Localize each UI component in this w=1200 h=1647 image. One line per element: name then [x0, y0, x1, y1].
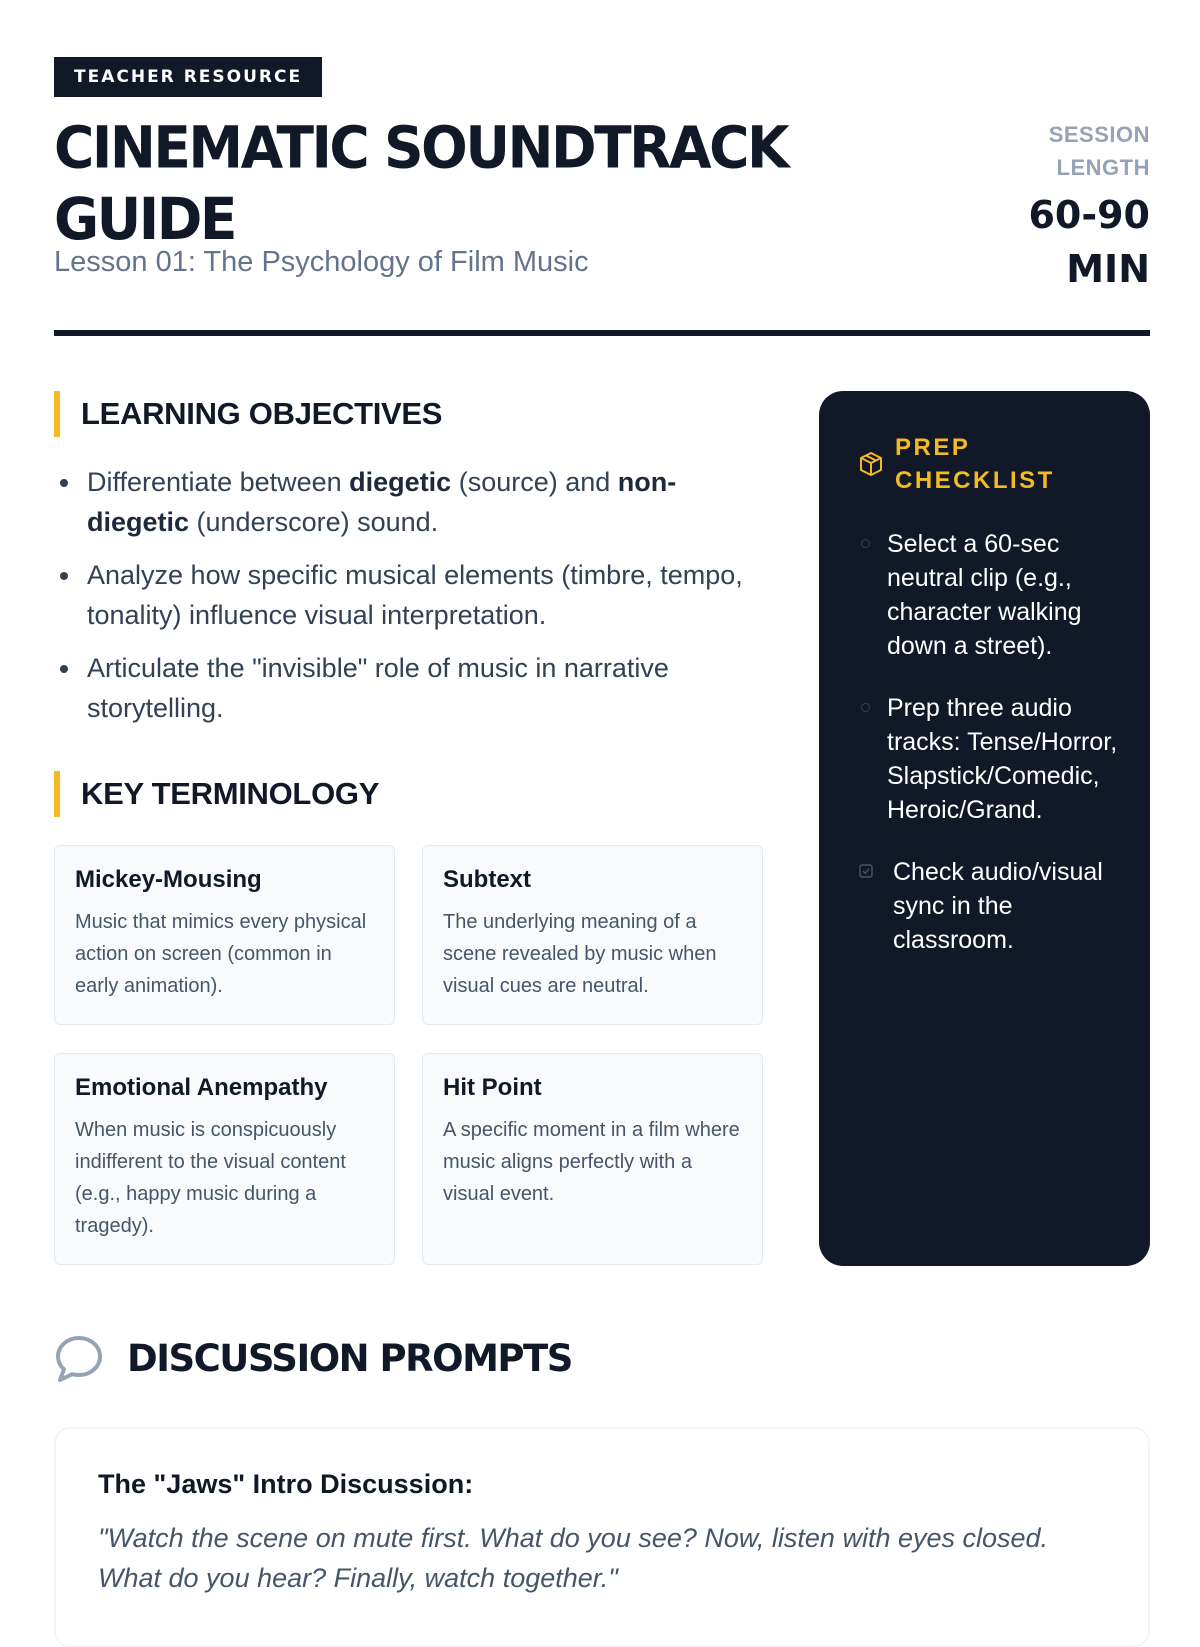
term-title: Emotional Anempathy — [75, 1074, 328, 1101]
term-card — [422, 1053, 763, 1265]
page-title: CINEMATIC SOUNDTRACK GUIDE — [54, 114, 788, 253]
resource-tag: TEACHER RESOURCE — [54, 57, 322, 97]
term-definition: Music that mimics every physical action on screen (common in early animation). — [75, 911, 367, 997]
term-definition: The underlying meaning of a scene revealed by music when visual cues are neutral. — [443, 911, 717, 997]
objective-item: Analyze how specific musical elements (timbre, tempo, tonality) influence visual interpretation. — [54, 555, 774, 635]
prep-checklist-panel — [819, 391, 1150, 1266]
discussion-card — [54, 1427, 1150, 1647]
checklist-item — [849, 527, 1120, 663]
checklist-items — [849, 527, 1120, 957]
term-card — [54, 1053, 395, 1265]
package-icon — [859, 451, 883, 477]
header-divider — [54, 330, 1150, 336]
objective-item: Articulate the "invisible" role of music in narrative storytelling. — [54, 648, 774, 728]
term-card — [54, 845, 395, 1025]
lesson-subtitle: Lesson 01: The Psychology of Film Music — [54, 246, 589, 278]
objective-item: Differentiate between diegetic (source) and non-diegetic (underscore) sound. — [54, 462, 774, 542]
discussion-card-title: The "Jaws" Intro Discussion: — [98, 1469, 474, 1499]
session-length-label: SESSION LENGTH — [1048, 122, 1150, 180]
checklist-item — [849, 855, 1120, 957]
bullet-icon — [861, 703, 870, 712]
objectives-list — [54, 462, 774, 741]
term-definition: When music is conspicuously indifferent to the visual content (e.g., happy music during a tragedy). — [75, 1119, 346, 1237]
checklist-item — [849, 691, 1120, 827]
checklist-title: PREP CHECKLIST — [895, 434, 1055, 494]
session-length — [950, 118, 1150, 296]
term-title: Mickey-Mousing — [75, 866, 262, 893]
checkbox-icon — [859, 864, 873, 878]
chat-bubble-icon — [54, 1334, 104, 1384]
term-card — [422, 845, 763, 1025]
term-definition: A specific moment in a film where music aligns perfectly with a visual event. — [443, 1119, 740, 1205]
checklist-item-text: Check audio/visual sync in the classroom. — [893, 858, 1103, 954]
checklist-item-text: Select a 60-sec neutral clip (e.g., character walking down a street). — [887, 530, 1082, 660]
discussion-heading: DISCUSSION PROMPTS — [127, 1337, 572, 1380]
session-length-value: 60-90 MIN — [1028, 193, 1150, 291]
term-title: Subtext — [443, 866, 532, 893]
term-title: Hit Point — [443, 1074, 542, 1101]
terminology-heading: KEY TERMINOLOGY — [54, 771, 379, 817]
checklist-item-text: Prep three audio tracks: Tense/Horror, Slapstick/Comedic, Heroic/Grand. — [887, 694, 1118, 824]
bullet-icon — [861, 539, 870, 548]
objectives-heading: LEARNING OBJECTIVES — [54, 391, 442, 437]
discussion-card-quote: "Watch the scene on mute first. What do you see? Now, listen with eyes closed. What do you hear? Finally, watch together." — [98, 1523, 1049, 1593]
checklist-header — [849, 431, 1120, 501]
